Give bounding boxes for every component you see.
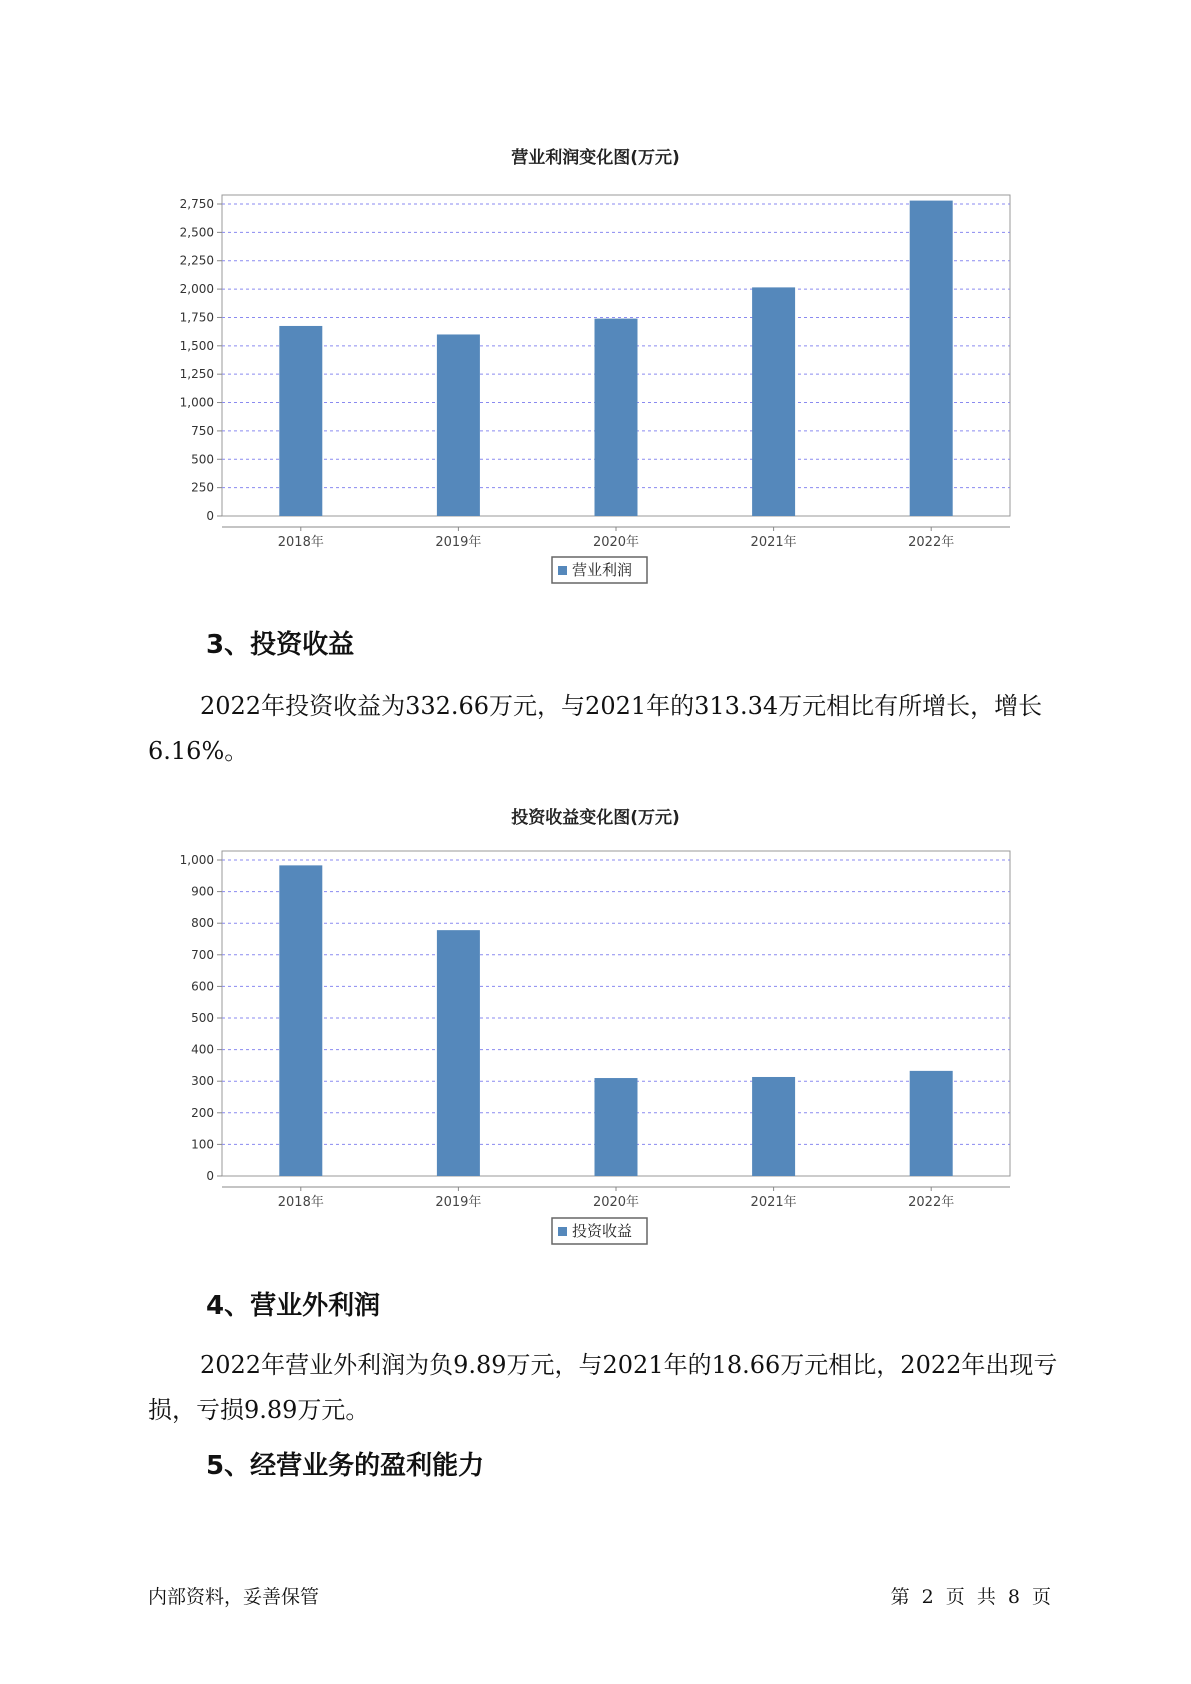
y-tick-label: 1,750	[179, 310, 214, 325]
bar	[752, 1077, 795, 1176]
heading-investment-income: 3、投资收益	[206, 630, 355, 660]
y-tick-label: 2,500	[179, 225, 214, 240]
bar	[279, 326, 322, 516]
y-tick-label: 2,750	[179, 197, 214, 211]
y-tick-label: 250	[191, 480, 214, 495]
y-tick-label: 400	[191, 1042, 214, 1057]
y-tick-label: 200	[191, 1105, 214, 1120]
x-tick-label: 2021年	[750, 1195, 797, 1210]
y-tick-label: 700	[191, 947, 214, 962]
paragraph-investment-income: 2022年投资收益为332.66万元，与2021年的313.34万元相比有所增长，增长6.16%。	[148, 692, 1043, 765]
heading-non-operating-profit: 4、营业外利润	[206, 1291, 381, 1321]
x-tick-label: 2019年	[435, 1195, 482, 1210]
y-tick-label: 1,000	[179, 853, 214, 867]
legend-swatch	[558, 566, 567, 575]
y-tick-label: 500	[191, 1011, 214, 1025]
bar	[595, 319, 638, 516]
legend-label: 投资收益	[572, 1222, 633, 1240]
legend-label: 营业利润	[572, 561, 633, 579]
footer-page-number: 第 2 页 共 8 页	[890, 1586, 1051, 1608]
legend-swatch	[558, 1227, 567, 1236]
heading-profitability: 5、经营业务的盈利能力	[206, 1451, 485, 1481]
y-tick-label: 800	[191, 916, 214, 931]
bar	[752, 287, 795, 516]
x-tick-label: 2020年	[592, 535, 640, 550]
chart-title-investment-income: 投资收益变化图(万元)	[511, 808, 680, 828]
y-tick-label: 0	[206, 1169, 214, 1183]
y-tick-label: 0	[206, 509, 214, 523]
operating-profit-chart	[0, 0, 1191, 600]
y-tick-label: 100	[191, 1137, 214, 1152]
x-tick-label: 2018年	[277, 1195, 324, 1210]
x-tick-label: 2022年	[908, 1195, 955, 1210]
bar	[279, 865, 322, 1176]
y-tick-label: 1,500	[179, 338, 214, 353]
paragraph-non-operating-profit: 2022年营业外利润为负9.89万元，与2021年的18.66万元相比，2022年出现亏损，亏损9.89万元。	[148, 1351, 1058, 1424]
x-tick-label: 2018年	[277, 535, 324, 550]
y-tick-label: 600	[191, 979, 214, 994]
x-tick-label: 2022年	[908, 535, 955, 550]
y-tick-label: 900	[191, 884, 214, 899]
bar	[595, 1078, 638, 1176]
y-tick-label: 1,000	[179, 395, 214, 410]
x-tick-label: 2019年	[435, 535, 482, 550]
y-tick-label: 1,250	[179, 367, 214, 382]
y-tick-label: 500	[191, 452, 214, 467]
x-tick-label: 2020年	[592, 1195, 640, 1210]
bar	[437, 334, 480, 516]
bar	[910, 1071, 953, 1176]
y-tick-label: 750	[191, 423, 214, 438]
footer-confidential-note: 内部资料，妥善保管	[148, 1586, 320, 1608]
y-tick-label: 2,000	[179, 282, 214, 297]
bar	[910, 201, 953, 516]
investment-income-chart	[0, 640, 1191, 1240]
x-tick-label: 2021年	[750, 535, 797, 550]
y-tick-label: 2,250	[179, 253, 214, 268]
chart-title-operating-profit: 营业利润变化图(万元)	[511, 148, 680, 168]
y-tick-label: 300	[191, 1074, 214, 1089]
bar	[437, 930, 480, 1176]
